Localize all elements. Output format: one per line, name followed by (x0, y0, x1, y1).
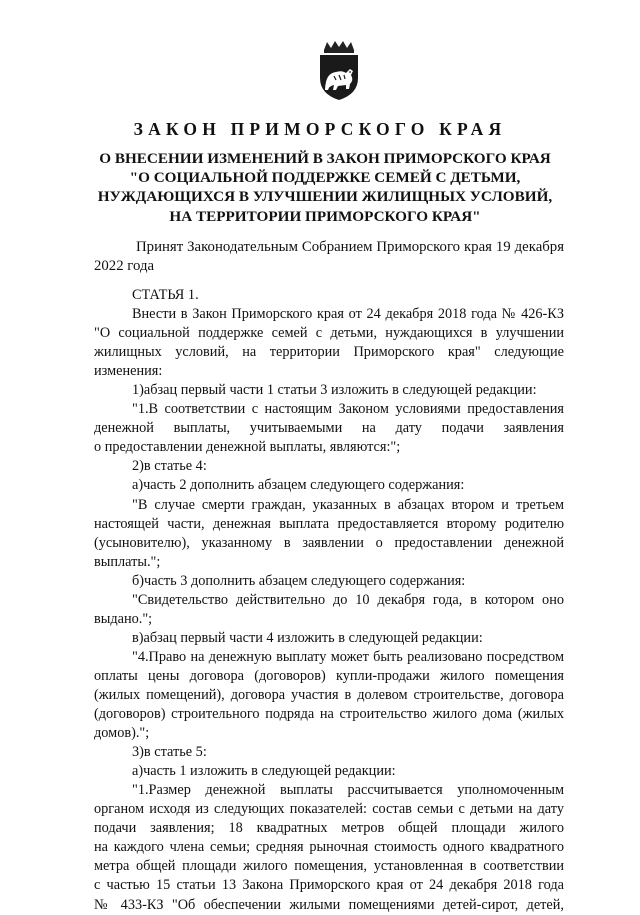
law-title: ЗАКОН ПРИМОРСКОГО КРАЯ (133, 119, 507, 139)
body-line: в)абзац первый части 4 изложить в следующей редакции: (132, 629, 483, 646)
body-line: № 433-КЗ "Об обеспечении жилыми помещениями детей-сирот, детей, (94, 896, 564, 913)
adoption-note (94, 238, 564, 276)
body-line: "О социальной поддержке семей с детьми, нуждающихся в улучшении (94, 325, 564, 342)
body-line: (усыновителю), указанному в заявлении о предоставлении денежной (94, 534, 564, 551)
body-line: "1.В соответствии с настоящим Законом условиями предоставления (132, 401, 564, 418)
body-line: изменения: (94, 363, 163, 380)
body-line: органом исходя из следующих показателей: состав семьи с детьми на дату (94, 801, 564, 818)
adoption-line: 2022 года (94, 258, 155, 275)
body-line: оплаты цены договора (договоров) купли-продажи жилого помещения (94, 667, 564, 684)
subtitle-line: НУЖДАЮЩИХСЯ В УЛУЧШЕНИИ ЖИЛИЩНЫХ УСЛОВИЙ, (97, 188, 553, 206)
subtitle-line: НА ТЕРРИТОРИИ ПРИМОРСКОГО КРАЯ" (169, 207, 481, 225)
body-line: домов)."; (94, 725, 150, 742)
body-line: выплаты."; (94, 553, 161, 570)
body-line: 2)в статье 4: (132, 458, 207, 475)
primorsky-krai-coat-of-arms-icon (316, 40, 362, 102)
body-line: с частью 15 статьи 13 Закона Приморского края от 24 декабря 2018 года (94, 877, 564, 894)
body-line: "Свидетельство действительно до 10 декабря года, в котором оно (132, 591, 564, 608)
body-line: о предоставлении денежной выплаты, являются:"; (94, 439, 401, 456)
body-line: а)часть 2 дополнить абзацем следующего содержания: (132, 477, 465, 494)
body-line: (договоров) строительного подряда на строительство жилого дома (жилых (94, 706, 564, 723)
body-line: б)часть 3 дополнить абзацем следующего содержания: (132, 572, 466, 589)
body-line: подачи заявления; 18 квадратных метров общей площади жилого (94, 820, 564, 837)
body-line: денежной выплаты, учитываемыми на дату подачи заявления (94, 420, 564, 437)
body-line: "1.Размер денежной выплаты рассчитывается уполномоченным (132, 782, 564, 799)
subtitle-line: "О СОЦИАЛЬНОЙ ПОДДЕРЖКЕ СЕМЕЙ С ДЕТЬМИ, (129, 169, 521, 187)
body-line: 3)в статье 5: (132, 744, 207, 761)
body-line: а)часть 1 изложить в следующей редакции: (132, 763, 396, 780)
article-body (94, 286, 564, 915)
body-line: (жилых помещений), договора участия в долевом строительстве, договора (94, 686, 564, 703)
body-line: жилищных условий, на территории Приморского края" следующие (94, 344, 564, 361)
body-line: на каждого члена семьи; средняя рыночная стоимость одного квадратного (94, 839, 564, 856)
body-line: настоящей части, денежная выплата предоставляется второму родителю (94, 515, 564, 532)
body-line: "В случае смерти граждан, указанных в абзацах втором и третьем (132, 496, 564, 513)
article-heading: СТАТЬЯ 1. (132, 287, 199, 303)
subtitle-line: О ВНЕСЕНИИ ИЗМЕНЕНИЙ В ЗАКОН ПРИМОРСКОГО КРАЯ (99, 150, 551, 167)
law-subtitle (90, 149, 560, 226)
body-line: "4.Право на денежную выплату может быть реализовано посредством (132, 648, 564, 665)
body-line: метра общей площади жилого помещения, установленная в соответствии (94, 858, 564, 875)
body-line: Внести в Закон Приморского края от 24 декабря 2018 года № 426-КЗ (132, 306, 564, 323)
adoption-line: Принят Законодательным Собранием Приморского края 19 декабря (136, 239, 564, 255)
body-line: 1)абзац первый части 1 статьи 3 изложить в следующей редакции: (132, 382, 537, 399)
body-line: выдано."; (94, 610, 153, 627)
